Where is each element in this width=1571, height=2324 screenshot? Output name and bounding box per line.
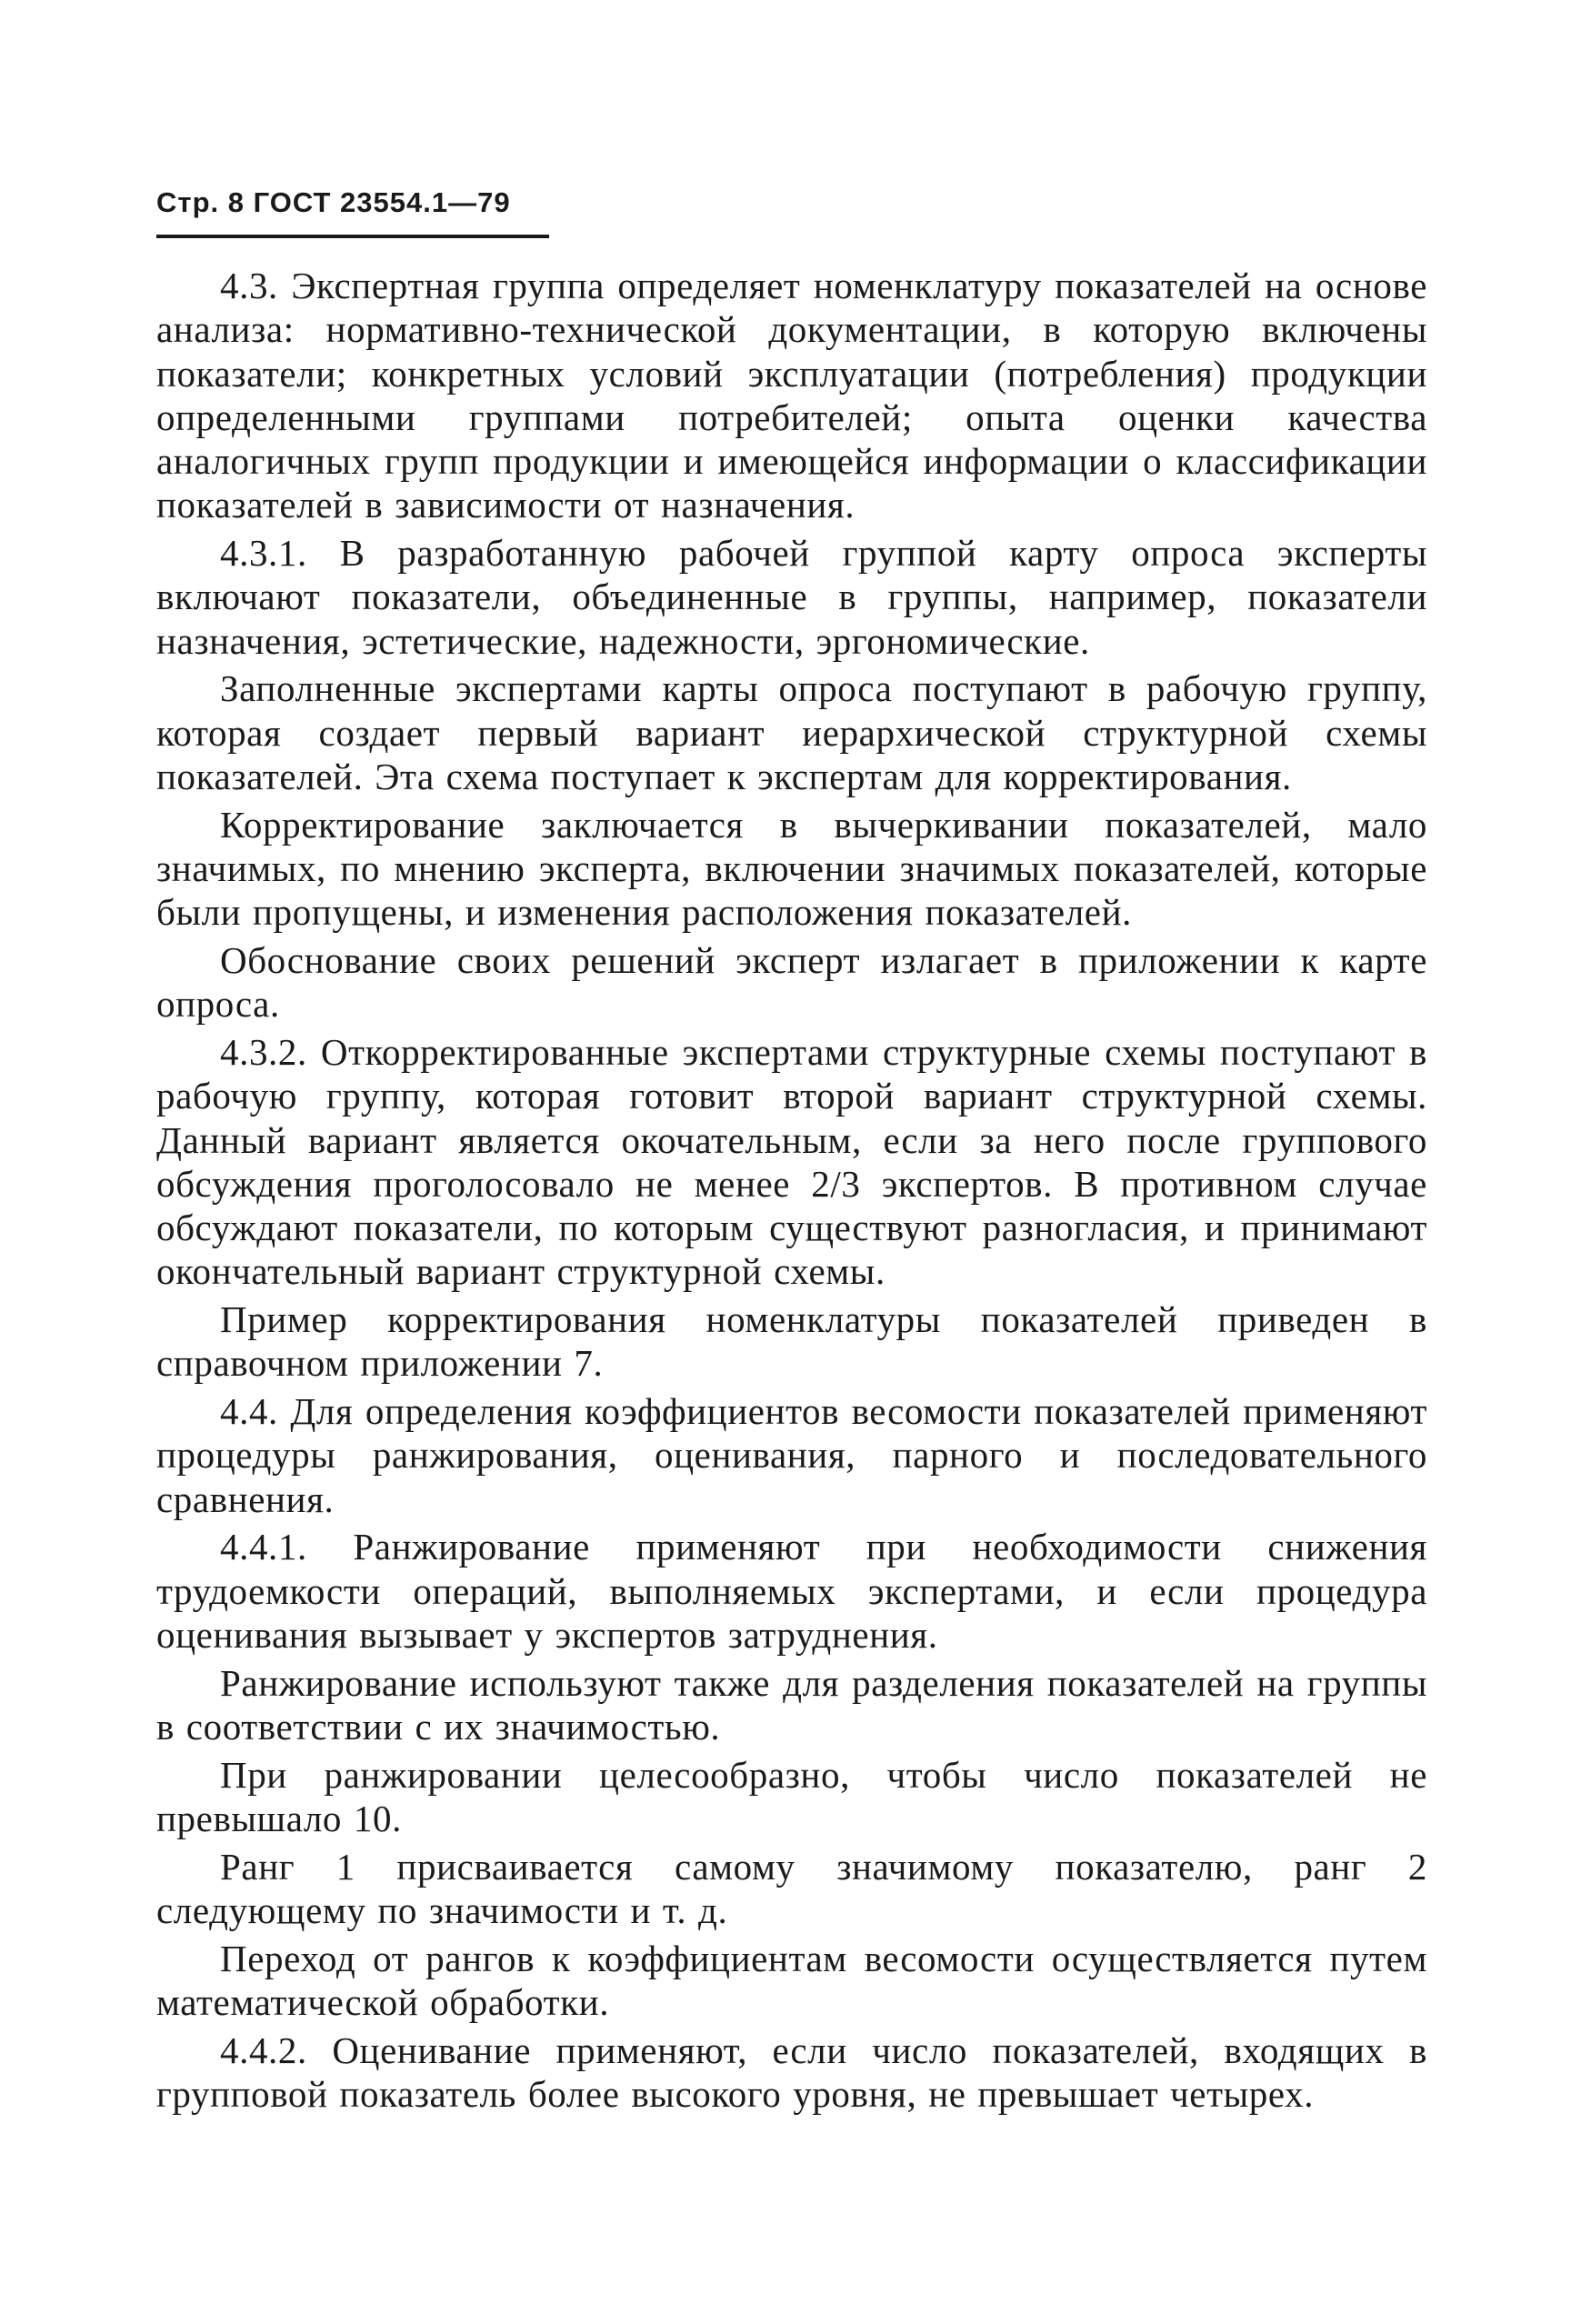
paragraph-4-3: 4.3. Экспертная группа определяет номенклатуру показателей на основе анализа: нормативно-технической документации, в которую включены показатели; конкретных условий эксплуатации (потребления) продукции определенными группами потребителей; опыта оценки качества аналогичных групп продукции и имеющейся информации о классификации показателей в зависимости от назначения.	[156, 265, 1427, 526]
paragraph-4-4-2: 4.4.2. Оценивание применяют, если число показателей, входящих в групповой показатель более высокого уровня, не превышает четырех.	[156, 2028, 1427, 2115]
paragraph-justification: Обоснование своих решений эксперт излагает в приложении к карте опроса.	[156, 939, 1427, 1026]
paragraph-4-4-1: 4.4.1. Ранжирование применяют при необходимости снижения трудоемкости операций, выполняемых экспертами, и если процедура оценивания вызывает у экспертов затруднения.	[156, 1526, 1427, 1657]
paragraph-ranking-limit: При ранжировании целесообразно, чтобы число показателей не превышало 10.	[156, 1753, 1427, 1839]
paragraph-4-4: 4.4. Для определения коэффициентов весомости показателей применяют процедуры ранжирования, оценивания, парного и последовательного сравнения.	[156, 1390, 1427, 1520]
paragraph-ranking-groups: Ранжирование используют также для разделения показателей на группы в соответствии с их значимостью.	[156, 1661, 1427, 1748]
header-divider	[156, 235, 549, 238]
paragraph-4-3-1: 4.3.1. В разработанную рабочей группой карту опроса эксперты включают показатели, объединенные в группы, например, показатели назначения, эстетические, надежности, эргономические.	[156, 532, 1427, 662]
paragraph-correction: Корректирование заключается в вычеркивании показателей, мало значимых, по мнению эксперта, включении значимых показателей, которые были пропущены, и изменения расположения показателей.	[156, 803, 1427, 934]
paragraph-survey-cards: Заполненные экспертами карты опроса поступают в рабочую группу, которая создает первый вариант иерархической структурной схемы показателей. Эта схема поступает к экспертам для корректирования.	[156, 667, 1427, 798]
page-header: Стр. 8 ГОСТ 23554.1—79	[156, 186, 511, 218]
paragraph-example: Пример корректирования номенклатуры показателей приведен в справочном приложении 7.	[156, 1298, 1427, 1385]
document-body	[156, 264, 1427, 2116]
paragraph-4-3-2: 4.3.2. Откорректированные экспертами структурные схемы поступают в рабочую группу, которая готовит второй вариант структурной схемы. Данный вариант является окочательным, если за него после группового обсуждения проголосовало не менее 2/3 экспертов. В противном случае обсуждают показатели, по которым существуют разногласия, и принимают окончательный вариант структурной схемы.	[156, 1031, 1427, 1293]
paragraph-rank-assignment: Ранг 1 присваивается самому значимому показателю, ранг 2 следующему по значимости и т. д.	[156, 1845, 1427, 1931]
paragraph-rank-transition: Переход от рангов к коэффициентам весомости осуществляется путем математической обработки.	[156, 1937, 1427, 2023]
